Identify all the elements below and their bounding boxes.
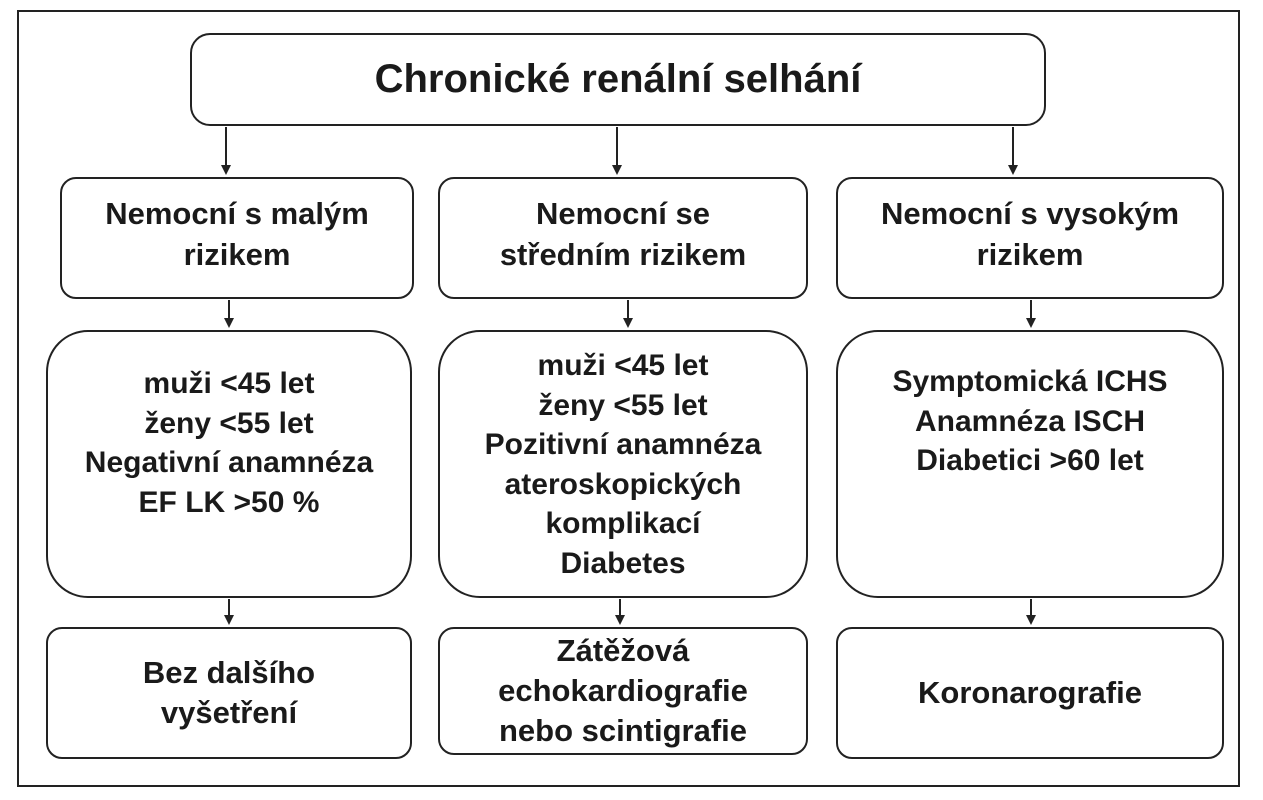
title-text: Chronické renální selhání bbox=[374, 57, 862, 101]
criteria-line: muži <45 let bbox=[537, 349, 709, 382]
risk-label-line: Nemocní se bbox=[535, 196, 710, 232]
risk-label-line: rizikem bbox=[183, 237, 291, 272]
risk-label-line: rizikem bbox=[976, 237, 1084, 272]
outcome-line: nebo scintigrafie bbox=[498, 713, 748, 749]
criteria-line: komplikací bbox=[545, 507, 701, 541]
outcome-line: Koronarografie bbox=[918, 674, 1142, 710]
criteria-line: Pozitivní anamnéza bbox=[484, 428, 762, 462]
criteria-line: Diabetes bbox=[560, 546, 686, 580]
criteria-line: ženy <55 let bbox=[144, 406, 314, 440]
outcome-line: echokardiografie bbox=[498, 672, 748, 708]
criteria-line: muži <45 let bbox=[143, 367, 315, 400]
criteria-line: Negativní anamnéza bbox=[84, 446, 374, 480]
risk-label-line: Nemocní s malým bbox=[105, 196, 369, 232]
criteria-line: EF LK >50 % bbox=[138, 485, 320, 519]
criteria-line: ateroskopických bbox=[504, 467, 742, 501]
outcome-line: Bez dalšího bbox=[142, 654, 316, 690]
criteria-line: Symptomická ICHS bbox=[892, 365, 1168, 398]
criteria-line: Anamnéza ISCH bbox=[914, 404, 1146, 438]
outcome-line: vyšetření bbox=[160, 695, 298, 730]
risk-label-line: Nemocní s vysokým bbox=[880, 196, 1180, 232]
risk-label-line: středním rizikem bbox=[499, 237, 747, 272]
criteria-line: Diabetici >60 let bbox=[916, 444, 1144, 478]
criteria-line: ženy <55 let bbox=[538, 388, 708, 422]
outcome-line: Zátěžová bbox=[556, 632, 690, 668]
